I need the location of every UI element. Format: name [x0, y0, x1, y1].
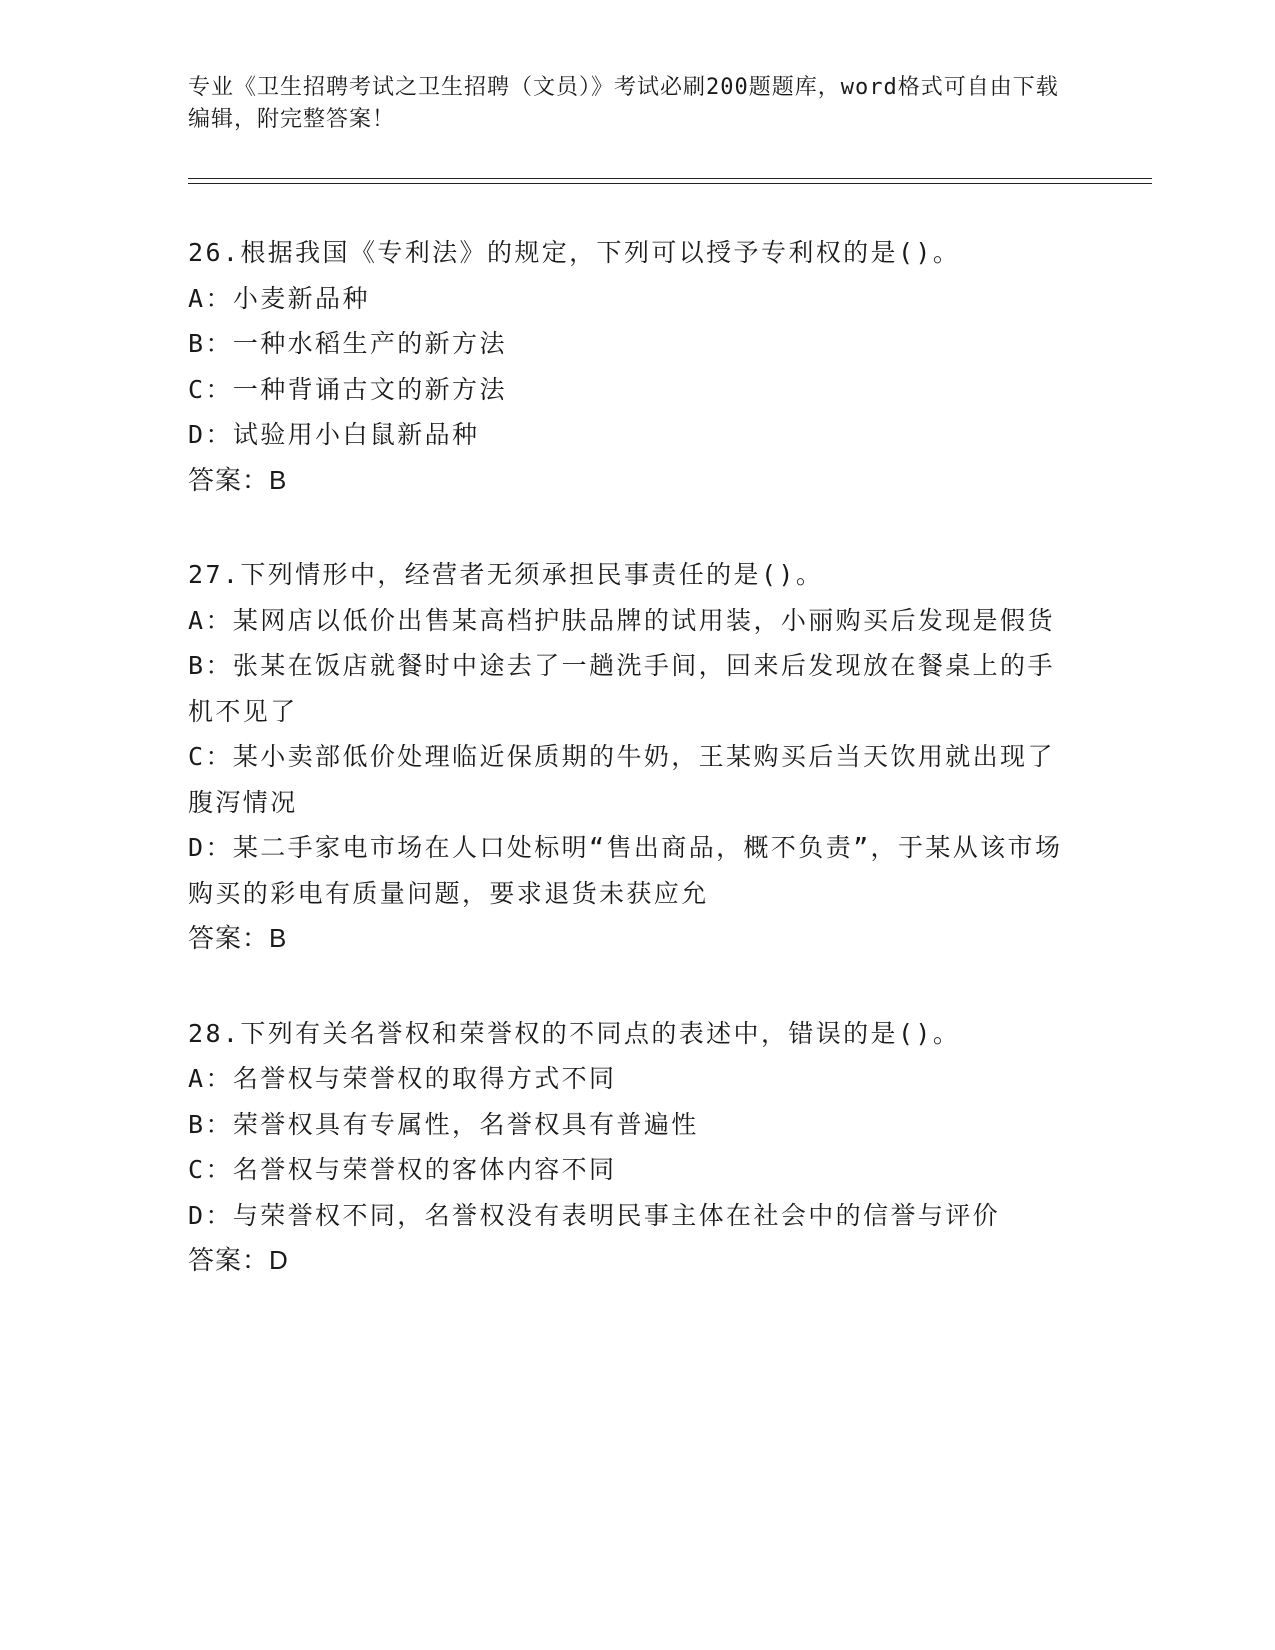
question-stem: 26.根据我国《专利法》的规定，下列可以授予专利权的是()。	[188, 238, 961, 267]
option-c: C：名誉权与荣誉权的客体内容不同	[188, 1155, 617, 1184]
question-stem: 27.下列情形中，经营者无须承担民事责任的是()。	[188, 560, 824, 589]
option-b: B：张某在饭店就餐时中途去了一趟洗手间，回来后发现放在餐桌上的手机不见了	[188, 651, 1055, 726]
document-header: 专业《卫生招聘考试之卫生招聘（文员）》考试必刷200题题库，word格式可自由下载编辑，附完整答案！	[188, 75, 1059, 132]
option-d: D：某二手家电市场在人口处标明“售出商品，概不负责”，于某从该市场购买的彩电有质量问题，要求退货未获应允	[188, 833, 1063, 908]
question-list	[188, 230, 1078, 1333]
option-a: A：名誉权与荣誉权的取得方式不同	[188, 1064, 617, 1093]
header-rule-top	[188, 178, 1152, 179]
header-rule-bottom	[188, 183, 1152, 184]
question-26	[188, 230, 1078, 503]
answer-line: 答案：B	[188, 923, 288, 953]
option-b: B：荣誉权具有专属性，名誉权具有普遍性	[188, 1109, 699, 1139]
answer-line: 答案：B	[188, 464, 288, 495]
option-b: B：一种水稻生产的新方法	[188, 329, 507, 358]
question-stem: 28.下列有关名誉权和荣誉权的不同点的表述中，错误的是()。	[188, 1018, 961, 1048]
option-a: A：某网店以低价出售某高档护肤品牌的试用装，小丽购买后发现是假货	[188, 605, 1055, 635]
option-d: D：与荣誉权不同，名誉权没有表明民事主体在社会中的信誉与评价	[188, 1200, 1001, 1230]
question-27	[188, 552, 1078, 962]
answer-line: 答案：D	[188, 1245, 289, 1275]
option-d: D：试验用小白鼠新品种	[188, 420, 480, 449]
option-c: C：一种背诵古文的新方法	[188, 374, 507, 404]
option-c: C：某小卖部低价处理临近保质期的牛奶，王某购买后当天饮用就出现了腹泻情况	[188, 742, 1055, 817]
option-a: A：小麦新品种	[188, 283, 370, 313]
question-28	[188, 1011, 1078, 1284]
